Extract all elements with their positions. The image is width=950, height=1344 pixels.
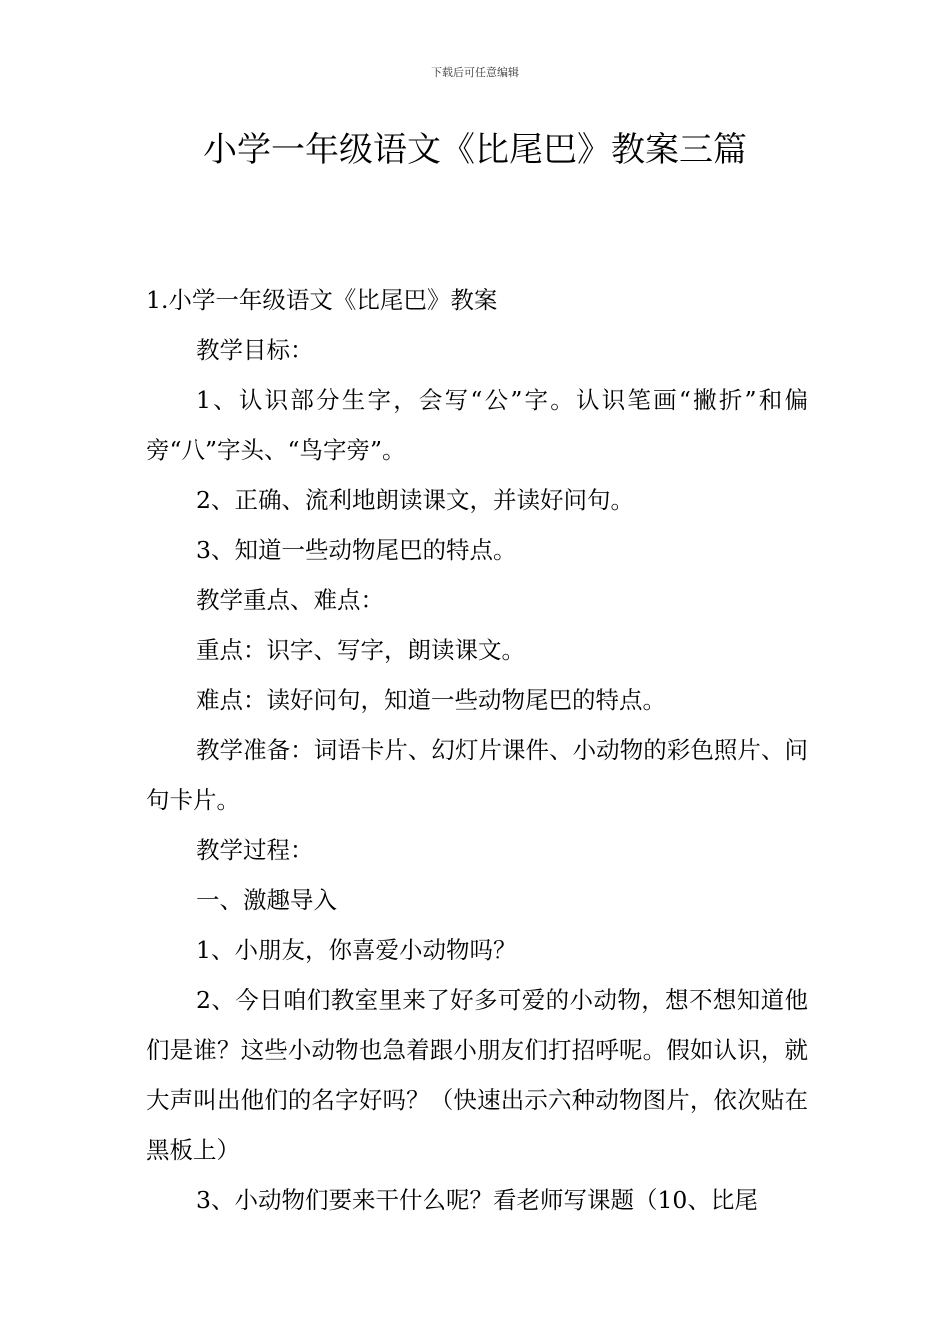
paragraph: 重点：识字、写字，朗读课文。 [196,636,525,664]
paragraph: 1、认识部分生字，会写“公”字。认识笔画“撇折”和偏旁“八”字头、“鸟字旁”。 [146,386,808,464]
paragraph: 一、激趣导入 [196,886,337,914]
paragraph: 3、知道一些动物尾巴的特点。 [196,536,517,564]
section-heading: 1.小学一年级语文《比尾巴》教案 [146,286,498,314]
paragraph: 教学重点、难点： [196,586,384,614]
paragraph: 教学目标： [196,336,314,364]
paragraph: 3、小动物们要来干什么呢？看老师写课题（10、比尾 [196,1186,758,1214]
document-body [146,275,808,1225]
paragraph: 教学准备：词语卡片、幻灯片课件、小动物的彩色照片、问句卡片。 [146,736,808,814]
paragraph: 2、正确、流利地朗读课文，并读好问句。 [196,486,634,514]
paragraph: 教学过程： [196,836,314,864]
paragraph: 1、小朋友，你喜爱小动物吗？ [196,936,517,964]
header-note: 下载后可任意编辑 [431,66,519,79]
document-title: 小学一年级语文《比尾巴》教案三篇 [203,130,747,170]
paragraph: 难点：读好问句，知道一些动物尾巴的特点。 [196,686,666,714]
paragraph: 2、今日咱们教室里来了好多可爱的小动物，想不想知道他们是谁？这些小动物也急着跟小朋友们打招呼呢。假如认识，就大声叫出他们的名字好吗？（快速出示六种动物图片，依次贴在黑板上） [146,986,808,1164]
